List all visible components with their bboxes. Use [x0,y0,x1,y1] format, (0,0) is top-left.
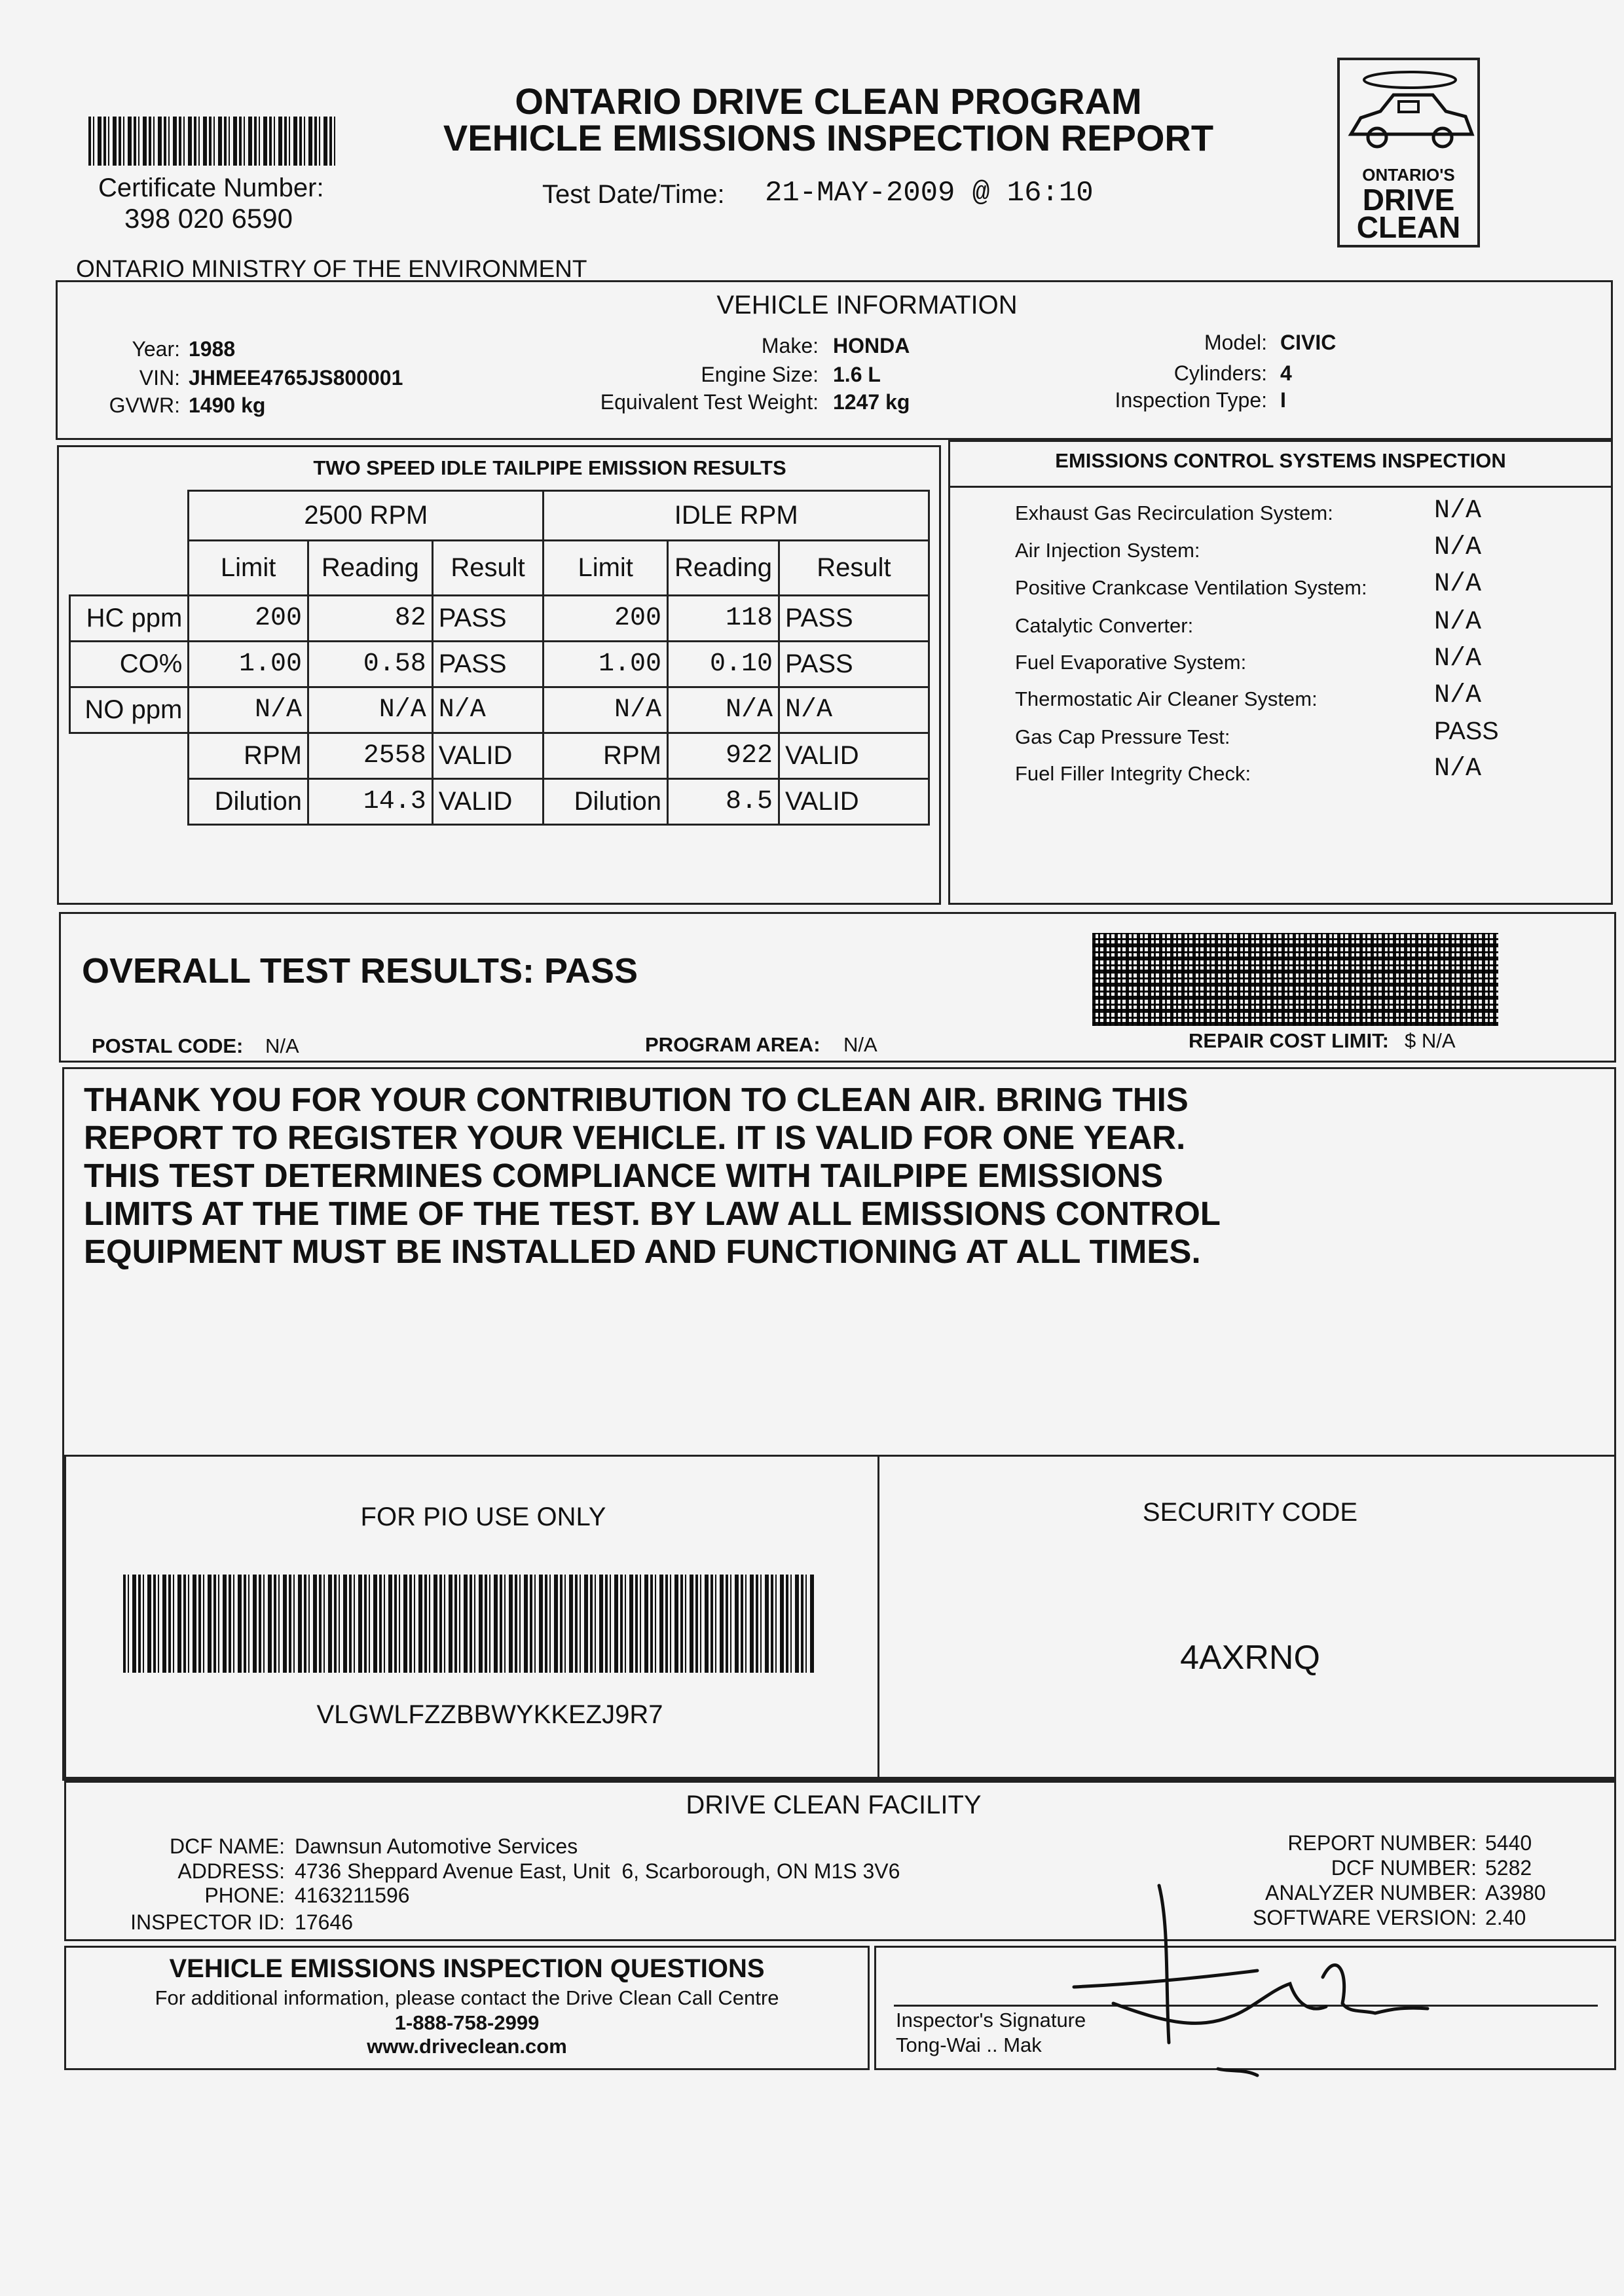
col-header-reading: Reading [667,541,779,596]
signature-label: Inspector's Signature [896,2009,1086,2032]
group-2500-rpm: 2500 RPM [189,491,544,541]
result-idle: PASS [779,596,929,642]
inspector-id-label: INSPECTOR ID: [130,1910,285,1934]
reading-idle: N/A [667,687,779,733]
security-code-value: 4AXRNQ [1180,1639,1320,1677]
col-header-result: Result [432,541,544,596]
analyzer-number-label: ANALYZER NUMBER: [1264,1881,1477,1904]
dilution-result-2500: VALID [432,779,544,825]
reading-2500: N/A [308,687,433,733]
overall-2d-barcode [1092,933,1498,1026]
message-line: LIMITS AT THE TIME OF THE TEST. BY LAW ALL EMISSIONS CONTROL [84,1195,1221,1232]
ecs-item-value: N/A [1434,496,1482,526]
engine-label: Engine Size: [701,363,819,386]
inspection-type-value: I [1280,388,1286,412]
reading-idle: 0.10 [667,642,779,687]
etw-label: Equivalent Test Weight: [600,390,819,414]
engine-value: 1.6 L [833,363,881,386]
limit-idle: 200 [544,596,668,642]
gvwr-value: 1490 kg [189,393,266,417]
limit-idle: N/A [544,687,668,733]
result-2500: N/A [432,687,544,733]
dcf-name-value: Dawnsun Automotive Services [295,1834,578,1858]
questions-title: VEHICLE EMISSIONS INSPECTION QUESTIONS [169,1954,765,1983]
year-label: Year: [132,337,180,361]
ecs-item-label: Air Injection System: [1015,539,1200,562]
report-title-line1: ONTARIO DRIVE CLEAN PROGRAM [515,81,1142,122]
ecs-item-label: Exhaust Gas Recirculation System: [1015,501,1333,524]
emission-results-table [69,490,930,826]
cylinders-label: Cylinders: [1173,361,1267,385]
limit-idle: 1.00 [544,642,668,687]
ecs-item-label: Fuel Filler Integrity Check: [1015,762,1251,785]
rpm-label-idle: RPM [544,733,668,779]
ecs-item-value: N/A [1434,570,1482,599]
questions-info: For additional information, please contact the Drive Clean Call Centre [155,1986,779,2009]
dcf-name-label: DCF NAME: [170,1834,285,1858]
software-version-label: SOFTWARE VERSION: [1253,1906,1477,1929]
result-2500: PASS [432,642,544,687]
etw-value: 1247 kg [833,390,910,414]
make-label: Make: [761,334,819,357]
vehicle-info-title: VEHICLE INFORMATION [716,291,1018,319]
analyzer-number-value: A3980 [1485,1881,1546,1904]
call-centre-phone: 1-888-758-2999 [394,2011,540,2034]
model-label: Model: [1204,331,1267,354]
program-area-value: N/A [843,1033,877,1056]
ecs-item-value: N/A [1434,754,1482,784]
dilution-reading-idle: 8.5 [667,779,779,825]
rpm-reading-idle: 922 [667,733,779,779]
ecs-item-value: N/A [1434,608,1482,637]
row-label: HC ppm [70,596,189,642]
ministry-label: ONTARIO MINISTRY OF THE ENVIRONMENT [76,255,587,282]
ecs-item-value: N/A [1434,644,1482,674]
col-header-limit: Limit [189,541,308,596]
limit-2500: N/A [189,687,308,733]
reading-2500: 82 [308,596,433,642]
message-line: THANK YOU FOR YOUR CONTRIBUTION TO CLEAN AIR. BRING THIS [84,1081,1189,1118]
limit-2500: 200 [189,596,308,642]
message-line: THIS TEST DETERMINES COMPLIANCE WITH TAILPIPE EMISSIONS [84,1157,1164,1194]
dilution-label-2500: Dilution [189,779,308,825]
repair-cost-value: $ N/A [1405,1029,1456,1052]
certificate-barcode [88,117,339,166]
rpm-result-idle: VALID [779,733,929,779]
certificate-number: 398 020 6590 [124,203,293,234]
dcf-number-label: DCF NUMBER: [1331,1856,1477,1880]
logo-text-clean: CLEAN [1356,210,1461,244]
ecs-title: EMISSIONS CONTROL SYSTEMS INSPECTION [1055,449,1506,472]
message-line: REPORT TO REGISTER YOUR VEHICLE. IT IS VALID FOR ONE YEAR. [84,1119,1186,1156]
reading-idle: 118 [667,596,779,642]
year-value: 1988 [189,337,236,361]
col-header-result: Result [779,541,929,596]
test-datetime-label: Test Date/Time: [542,180,725,209]
make-value: HONDA [833,334,910,357]
ecs-item-value: PASS [1434,718,1499,745]
col-header-reading: Reading [308,541,433,596]
inspector-id-value: 17646 [295,1910,353,1934]
inspection-type-label: Inspection Type: [1115,388,1267,412]
dilution-result-idle: VALID [779,779,929,825]
table-row [70,779,929,825]
ecs-item-label: Positive Crankcase Ventilation System: [1015,576,1367,599]
model-value: CIVIC [1280,331,1337,354]
test-datetime: 21-MAY-2009 @ 16:10 [765,177,1094,210]
program-area-label: PROGRAM AREA: [645,1033,821,1056]
vin-label: VIN: [139,366,180,390]
ecs-item-label: Catalytic Converter: [1015,614,1194,637]
address-value: 4736 Sheppard Avenue East, Unit 6, Scarborough, ON M1S 3V6 [295,1859,900,1883]
emission-results-title: TWO SPEED IDLE TAILPIPE EMISSION RESULTS [313,456,786,479]
table-row [70,642,929,687]
pio-barcode [123,1575,814,1673]
facility-title: DRIVE CLEAN FACILITY [686,1791,982,1819]
col-header-limit: Limit [544,541,668,596]
report-number-label: REPORT NUMBER: [1287,1831,1477,1855]
dilution-label-idle: Dilution [544,779,668,825]
dilution-reading-2500: 14.3 [308,779,433,825]
software-version-value: 2.40 [1485,1906,1526,1929]
report-number-value: 5440 [1485,1831,1532,1855]
pio-code: VLGWLFZZBBWYKKEZJ9R7 [316,1700,663,1729]
pio-title: FOR PIO USE ONLY [360,1503,606,1531]
inspector-name: Tong-Wai .. Mak [896,2033,1042,2056]
address-label: ADDRESS: [177,1859,285,1883]
overall-test-result: OVERALL TEST RESULTS: PASS [82,951,638,991]
car-icon [1341,65,1479,164]
rpm-reading-2500: 2558 [308,733,433,779]
gvwr-label: GVWR: [109,393,180,417]
logo-text-ontarios: ONTARIO'S [1362,165,1455,185]
postal-code-label: POSTAL CODE: [92,1034,244,1057]
cylinders-value: 4 [1280,361,1292,385]
result-idle: N/A [779,687,929,733]
phone-value: 4163211596 [295,1884,410,1907]
result-idle: PASS [779,642,929,687]
reading-2500: 0.58 [308,642,433,687]
rpm-label-2500: RPM [189,733,308,779]
table-row [70,596,929,642]
result-2500: PASS [432,596,544,642]
repair-cost-label: REPAIR COST LIMIT: [1189,1029,1389,1052]
ecs-item-label: Gas Cap Pressure Test: [1015,725,1230,748]
table-row [70,733,929,779]
row-label: CO% [70,642,189,687]
group-idle-rpm: IDLE RPM [544,491,929,541]
message-line: EQUIPMENT MUST BE INSTALLED AND FUNCTIONING AT ALL TIMES. [84,1233,1201,1270]
vin-value: JHMEE4765JS800001 [189,366,403,390]
dcf-number-value: 5282 [1485,1856,1532,1880]
certificate-label: Certificate Number: [98,173,324,202]
ecs-item-label: Thermostatic Air Cleaner System: [1015,687,1318,710]
row-label: NO ppm [70,687,189,733]
ecs-item-value: N/A [1434,533,1482,562]
ecs-title-rule [948,486,1613,488]
table-row [70,687,929,733]
phone-label: PHONE: [204,1884,285,1907]
rpm-result-2500: VALID [432,733,544,779]
logo-text-drive: DRIVE [1362,183,1455,217]
website-link[interactable]: www.driveclean.com [367,2035,567,2058]
ecs-item-value: N/A [1434,681,1482,710]
ecs-item-label: Fuel Evaporative System: [1015,651,1247,674]
drive-clean-logo [1337,58,1480,247]
limit-2500: 1.00 [189,642,308,687]
inspector-signature [1035,1872,1441,2082]
security-code-title: SECURITY CODE [1142,1498,1358,1527]
postal-code-value: N/A [265,1034,299,1057]
report-title-line2: VEHICLE EMISSIONS INSPECTION REPORT [443,117,1214,158]
